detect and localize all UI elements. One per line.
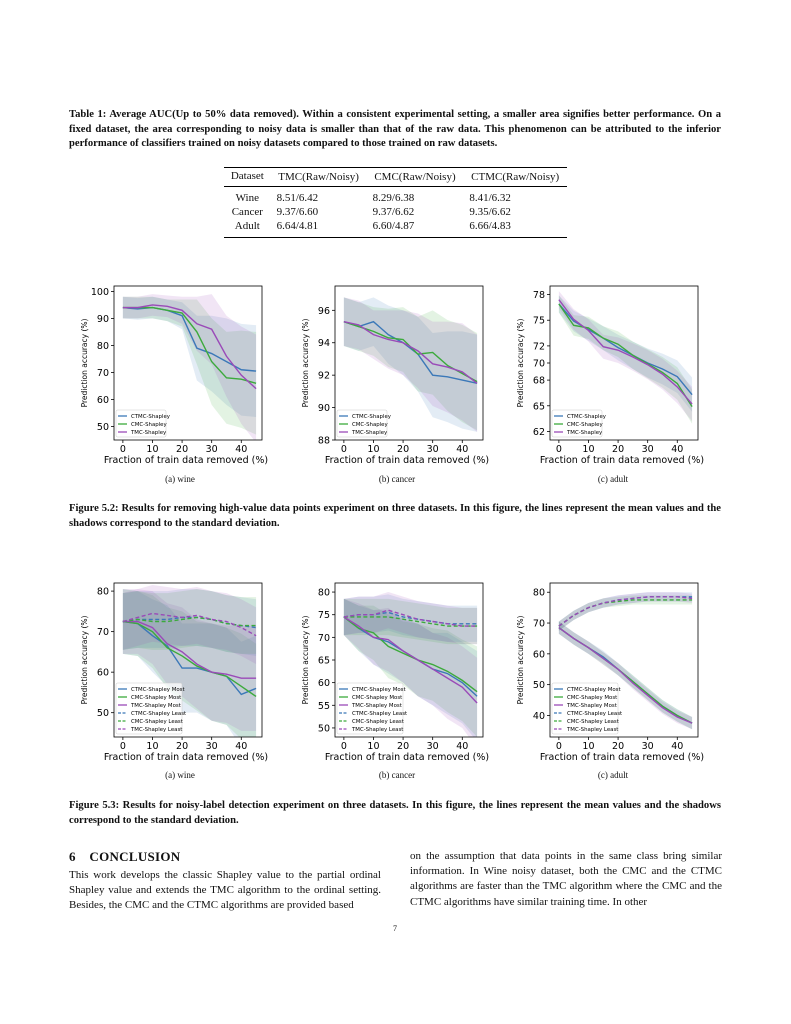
table-header-cell: Dataset [230, 170, 264, 182]
table-row [224, 205, 567, 219]
x-tick-label: 30 [205, 444, 218, 455]
y-tick-label: 80 [317, 587, 330, 599]
x-tick-label: 0 [555, 444, 562, 455]
fig53-chart-b [295, 577, 495, 772]
y-tick-label: 60 [317, 678, 330, 690]
y-tick-label: 90 [96, 313, 109, 325]
legend-label: CMC-Shapley Least [352, 719, 404, 725]
legend-label: CTMC-Shapley Most [567, 687, 621, 693]
y-tick-label: 60 [96, 667, 109, 679]
y-tick-label: 70 [96, 627, 109, 639]
y-tick-label: 80 [96, 340, 109, 352]
x-tick-label: 40 [235, 741, 248, 752]
x-tick-label: 0 [555, 741, 562, 752]
std-band [559, 291, 692, 421]
x-tick-label: 10 [367, 741, 380, 752]
table-dataset-cell: Wine [235, 192, 259, 204]
legend-label: TMC-Shapley [352, 430, 388, 436]
x-tick-label: 20 [612, 741, 625, 752]
y-tick-label: 90 [317, 403, 330, 415]
y-axis-label: Prediction accuracy (%) [301, 318, 310, 408]
y-tick-label: 70 [532, 358, 545, 370]
plot-area [559, 291, 692, 424]
fig52-subcaption-b: (b) cancer [378, 474, 416, 484]
y-tick-label: 92 [317, 370, 330, 382]
x-tick-label: 0 [340, 741, 347, 752]
x-tick-label: 10 [146, 741, 159, 752]
fig52-caption: Figure 5.2: Results for removing high-value data points experiment on three datasets. In this figure, the lines represent the mean values and the shadows correspond to the standard deviation. [69, 503, 721, 529]
table-dataset-cell: Adult [234, 220, 260, 232]
y-tick-label: 70 [317, 632, 330, 644]
legend-label: CTMC-Shapley Least [567, 711, 623, 717]
fig53-wine-chart [74, 577, 274, 767]
y-axis-label: Prediction accuracy (%) [516, 615, 525, 705]
fig52-chart-b [295, 280, 495, 475]
legend-label: TMC-Shapley Most [567, 703, 617, 709]
x-tick-label: 40 [456, 444, 469, 455]
y-tick-label: 62 [532, 426, 545, 438]
table-value-cell: 9.35/6.62 [469, 206, 511, 218]
legend-label: TMC-Shapley [131, 430, 167, 436]
x-tick-label: 10 [582, 444, 595, 455]
y-tick-label: 50 [532, 680, 545, 692]
table-value-cell: 6.64/4.81 [276, 220, 319, 232]
legend-label: CMC-Shapley [131, 422, 167, 428]
fig53-chart-a [74, 577, 274, 772]
legend-label: CTMC-Shapley Most [131, 687, 185, 693]
legend-label: CTMC-Shapley [352, 414, 391, 420]
section-title: CONCLUSION [89, 849, 181, 864]
table-value-cell: 8.41/6.32 [469, 192, 511, 204]
std-band [559, 592, 692, 631]
x-tick-label: 0 [119, 741, 126, 752]
fig53-adult-chart [510, 577, 710, 767]
table-value-cell: 6.60/4.87 [372, 220, 415, 232]
legend-label: CTMC-Shapley Most [352, 687, 406, 693]
legend-label: CTMC-Shapley Least [131, 711, 187, 717]
conclusion-left-column: This work develops the classic Shapley value to the partial ordinal Shapley value and extends the TMC algorithm to the ordinal setting. Besides, the CMC and the CTMC algorithms are provided based [69, 869, 381, 912]
table-value-cell: 9.37/6.62 [372, 206, 415, 218]
x-tick-label: 30 [641, 741, 654, 752]
fig53-cancer-chart [295, 577, 495, 767]
y-tick-label: 100 [90, 286, 109, 298]
fig52-chart-a [74, 280, 274, 475]
results-table [224, 167, 567, 238]
y-axis-label: Prediction accuracy (%) [80, 615, 89, 705]
section-number: 6 [69, 849, 76, 864]
legend-label: CMC-Shapley Most [352, 695, 403, 701]
x-axis-label: Fraction of train data removed (%) [324, 455, 490, 466]
table-value-cell: 8.29/6.38 [372, 192, 415, 204]
y-tick-label: 78 [532, 290, 545, 302]
x-tick-label: 10 [582, 741, 595, 752]
y-tick-label: 60 [96, 394, 109, 406]
x-axis-label: Fraction of train data removed (%) [103, 455, 269, 466]
fig52-adult-chart [510, 280, 710, 470]
x-tick-label: 30 [641, 444, 654, 455]
legend-label: TMC-Shapley Least [131, 727, 183, 733]
x-tick-label: 20 [397, 741, 410, 752]
x-tick-label: 10 [146, 444, 159, 455]
legend-label: TMC-Shapley Least [567, 727, 619, 733]
y-tick-label: 65 [532, 401, 545, 413]
fig53-chart-c [510, 577, 710, 772]
y-tick-label: 50 [96, 421, 109, 433]
table-value-cell: 9.37/6.60 [276, 206, 319, 218]
fig53-caption: Figure 5.3: Results for noisy-label detection experiment on three datasets. In this figure, the lines represent the mean values and the shadows correspond to the standard deviation. [69, 800, 721, 826]
table-header-cell: CMC(Raw/Noisy) [374, 171, 456, 183]
table-value-cell: 6.66/4.83 [469, 220, 511, 232]
x-tick-label: 30 [426, 444, 439, 455]
fig53-subcaption-a: (a) wine [165, 770, 195, 780]
x-tick-label: 20 [612, 444, 625, 455]
legend-label: CMC-Shapley Most [131, 695, 182, 701]
y-tick-label: 70 [96, 367, 109, 379]
x-tick-label: 40 [456, 741, 469, 752]
x-tick-label: 40 [671, 444, 684, 455]
x-axis-label: Fraction of train data removed (%) [324, 752, 490, 763]
x-tick-label: 0 [119, 444, 126, 455]
y-tick-label: 75 [317, 610, 330, 622]
table-row [224, 219, 567, 238]
conclusion-right-column: on the assumption that data points in the same class bring similar information. In Wine noisy dataset, both the CMC and the CTMC algorithms are faster than the TMC algorithm where the CMC and the CTMC algorithms have similar training time. In other [410, 850, 722, 908]
x-axis-label: Fraction of train data removed (%) [539, 455, 705, 466]
x-axis-label: Fraction of train data removed (%) [539, 752, 705, 763]
legend-label: CMC-Shapley [352, 422, 388, 428]
fig52-wine-chart [74, 280, 274, 470]
table-value-cell: 8.51/6.42 [276, 192, 319, 204]
legend-label: CTMC-Shapley Least [352, 711, 408, 717]
y-tick-label: 40 [532, 710, 545, 722]
y-tick-label: 96 [317, 305, 330, 317]
x-tick-label: 40 [235, 444, 248, 455]
y-tick-label: 55 [317, 700, 330, 712]
legend-label: CTMC-Shapley [567, 414, 606, 420]
y-tick-label: 72 [532, 341, 545, 353]
fig52-subcaption-c: (c) adult [597, 474, 629, 484]
x-tick-label: 20 [397, 444, 410, 455]
x-axis-label: Fraction of train data removed (%) [103, 752, 269, 763]
y-tick-label: 60 [532, 649, 545, 661]
x-tick-label: 0 [340, 444, 347, 455]
legend-label: TMC-Shapley Least [352, 727, 404, 733]
table-row [224, 187, 567, 206]
legend-label: TMC-Shapley [567, 430, 603, 436]
x-tick-label: 20 [176, 741, 189, 752]
y-tick-label: 68 [532, 375, 545, 387]
y-tick-label: 50 [96, 708, 109, 720]
fig53-subcaption-c: (c) adult [597, 770, 629, 780]
y-axis-label: Prediction accuracy (%) [301, 615, 310, 705]
page-number: 7 [393, 924, 397, 933]
x-tick-label: 40 [671, 741, 684, 752]
legend-label: TMC-Shapley Most [131, 703, 181, 709]
y-tick-label: 94 [317, 338, 330, 350]
y-axis-label: Prediction accuracy (%) [80, 318, 89, 408]
fig53-subcaption-b: (b) cancer [378, 770, 416, 780]
legend-label: CMC-Shapley Least [567, 719, 619, 725]
legend-label: CTMC-Shapley [131, 414, 170, 420]
y-tick-label: 50 [317, 723, 330, 735]
fig52-subcaption-a: (a) wine [165, 474, 195, 484]
table-header-cell: TMC(Raw/Noisy) [278, 171, 359, 183]
y-tick-label: 65 [317, 655, 330, 667]
table-dataset-cell: Cancer [231, 206, 263, 218]
y-tick-label: 75 [532, 315, 545, 327]
table-header-cell: CTMC(Raw/Noisy) [471, 171, 560, 183]
table-caption: Table 1: Average AUC(Up to 50% data removed). Within a consistent experimental setting, a smaller area signifies better performance. On a fixed dataset, the area corresponding to noisy data is smaller than that of the raw data. This phenomenon can be attributed to the inferior performance of classifiers trained on noisy datasets compared to those trained on raw datasets. [69, 109, 721, 150]
x-tick-label: 30 [426, 741, 439, 752]
y-tick-label: 70 [532, 618, 545, 630]
x-tick-label: 30 [205, 741, 218, 752]
section-heading [69, 849, 181, 865]
legend-label: CMC-Shapley [567, 422, 603, 428]
x-tick-label: 20 [176, 444, 189, 455]
y-tick-label: 80 [532, 587, 545, 599]
x-tick-label: 10 [367, 444, 380, 455]
y-tick-label: 80 [96, 586, 109, 598]
fig52-cancer-chart [295, 280, 495, 470]
legend-label: CMC-Shapley Most [567, 695, 618, 701]
fig52-chart-c [510, 280, 710, 475]
legend-label: TMC-Shapley Most [352, 703, 402, 709]
y-axis-label: Prediction accuracy (%) [516, 318, 525, 408]
y-tick-label: 88 [317, 435, 330, 447]
legend-label: CMC-Shapley Least [131, 719, 183, 725]
